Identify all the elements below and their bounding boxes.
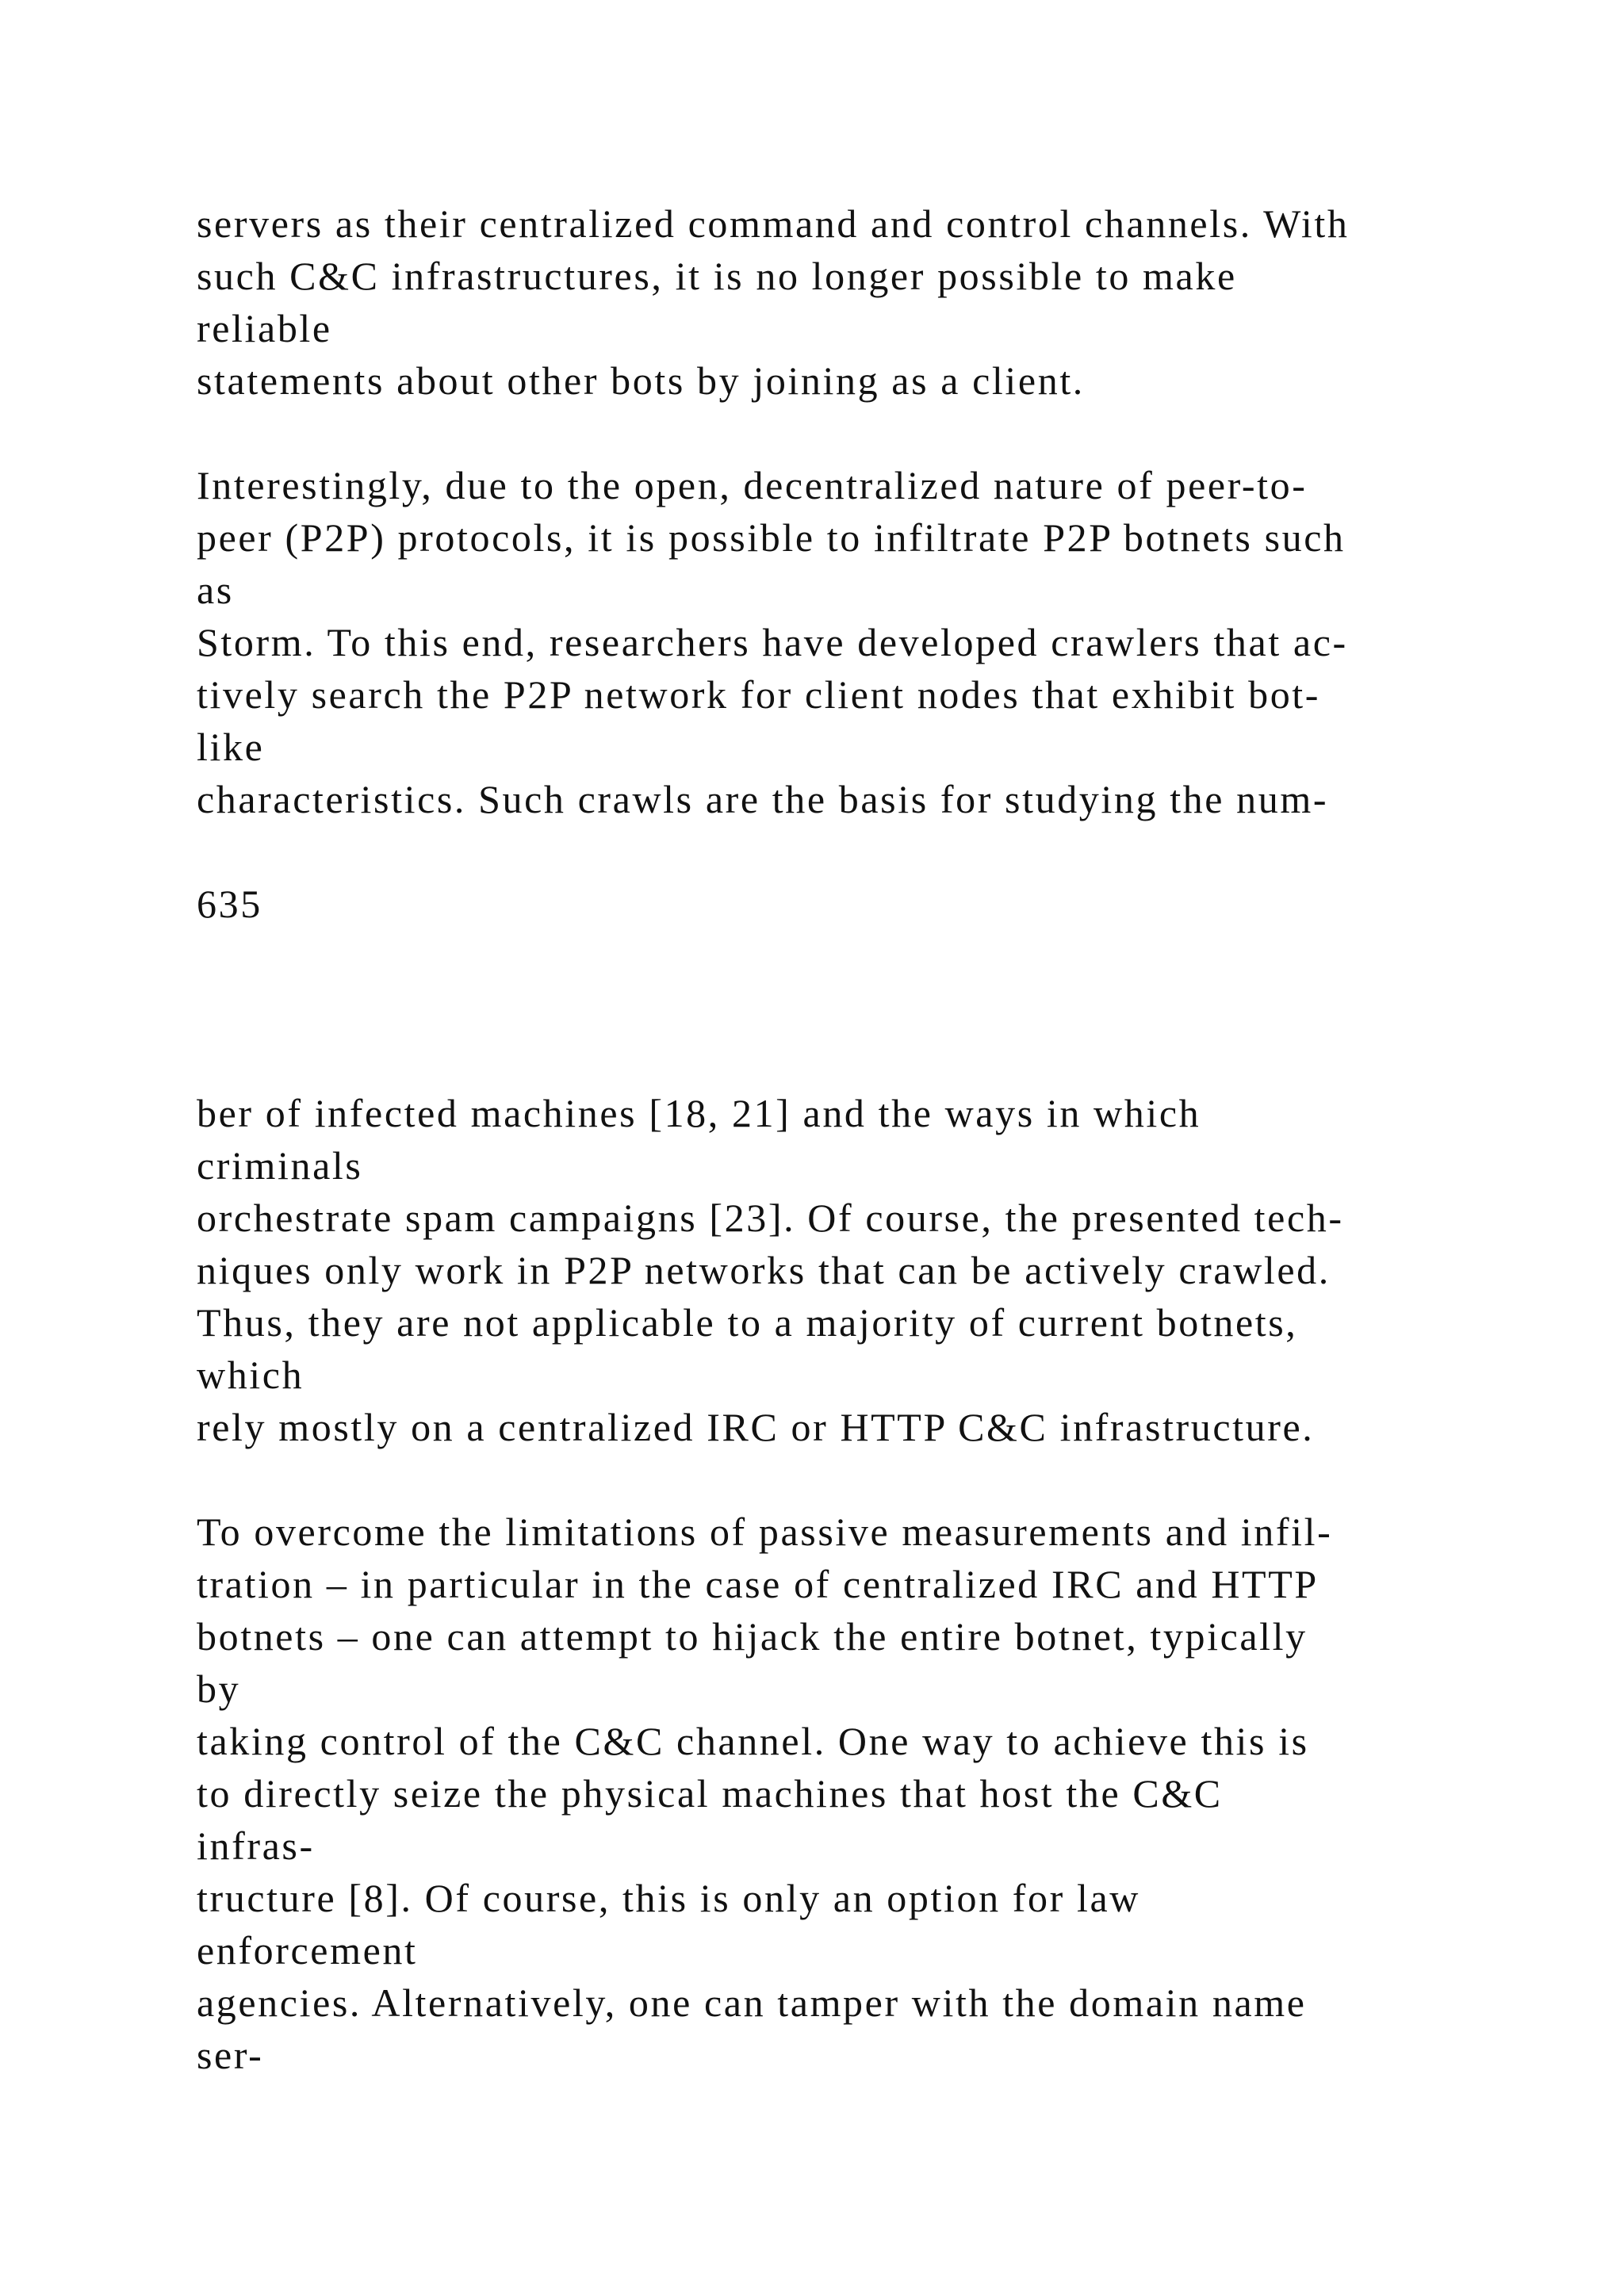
text-line: reliable xyxy=(197,306,332,350)
text-line: such C&C infrastructures, it is no longer possible to make xyxy=(197,254,1237,298)
text-line: by xyxy=(197,1667,241,1711)
text-line: statements about other bots by joining as a client. xyxy=(197,358,1085,403)
text-line: ser- xyxy=(197,2033,264,2077)
text-line: To overcome the limitations of passive measurements and infil- xyxy=(197,1510,1333,1554)
text-line: as xyxy=(197,568,234,612)
text-line: infras- xyxy=(197,1823,315,1868)
text-line: rely mostly on a centralized IRC or HTTP C&C infrastructure. xyxy=(197,1405,1315,1449)
text-line: Interestingly, due to the open, decentralized nature of peer-to- xyxy=(197,463,1308,507)
text-line: Storm. To this end, researchers have developed crawlers that ac- xyxy=(197,620,1348,664)
text-line: niques only work in P2P networks that can be actively crawled. xyxy=(197,1248,1331,1292)
text-line: peer (P2P) protocols, it is possible to infiltrate P2P botnets such xyxy=(197,515,1346,560)
text-line: tration – in particular in the case of centralized IRC and HTTP xyxy=(197,1562,1319,1606)
text-line: tively search the P2P network for client nodes that exhibit bot- xyxy=(197,672,1321,717)
text-line: like xyxy=(197,725,265,769)
text-line: criminals xyxy=(197,1143,363,1188)
text-line: botnets – one can attempt to hijack the entire botnet, typically xyxy=(197,1614,1308,1659)
text-line: orchestrate spam campaigns [23]. Of course, the presented tech- xyxy=(197,1196,1344,1240)
text-line: ber of infected machines [18, 21] and the ways in which xyxy=(197,1091,1201,1135)
text-line: Thus, they are not applicable to a majority of current botnets, xyxy=(197,1300,1298,1345)
page-number: 635 xyxy=(197,882,262,926)
text-line: agencies. Alternatively, one can tamper with the domain name xyxy=(197,1980,1307,2025)
text-line: to directly seize the physical machines that host the C&C xyxy=(197,1771,1223,1816)
text-line: tructure [8]. Of course, this is only an option for law xyxy=(197,1876,1140,1920)
text-line: which xyxy=(197,1353,304,1397)
text-line: taking control of the C&C channel. One way to achieve this is xyxy=(197,1719,1309,1763)
text-line: enforcement xyxy=(197,1928,418,1973)
text-line: characteristics. Such crawls are the basis for studying the num- xyxy=(197,777,1329,821)
text-line: servers as their centralized command and control channels. With xyxy=(197,201,1350,246)
